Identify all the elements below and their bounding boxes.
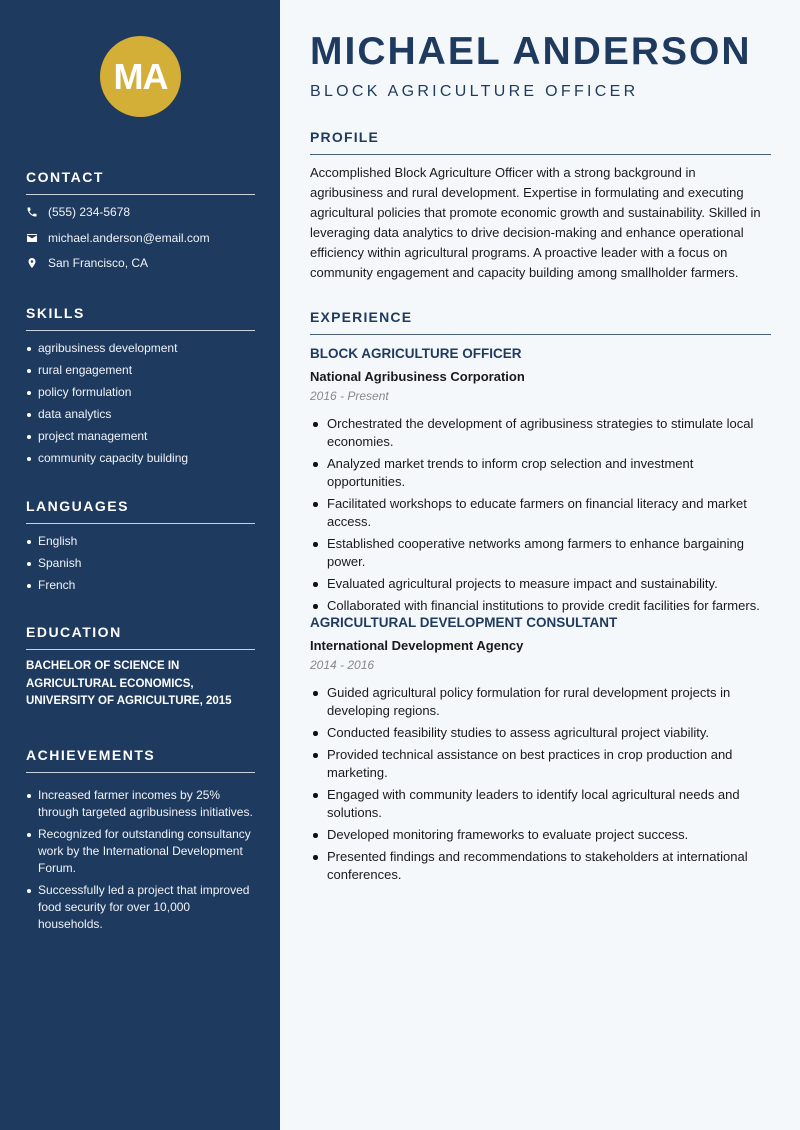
phone-icon <box>26 206 38 218</box>
job-dates: 2014 - 2016 <box>310 658 375 672</box>
avatar: MA <box>100 36 181 117</box>
experience-heading: EXPERIENCE <box>310 309 771 335</box>
job-bullets <box>310 684 771 884</box>
achievement-item: Recognized for outstanding consultancy work by the International Development Forum. <box>26 826 255 877</box>
education-entry: BACHELOR OF SCIENCE IN AGRICULTURAL ECONOMICS, UNIVERSITY OF AGRICULTURE, 2015 <box>26 660 232 707</box>
skill-item: agribusiness development <box>26 337 255 359</box>
job-bullet: Orchestrated the development of agribusiness strategies to stimulate local economies. <box>310 415 771 451</box>
contact-phone <box>26 205 130 219</box>
profile-heading: PROFILE <box>310 129 771 155</box>
job-bullet: Provided technical assistance on best practices in crop production and marketing. <box>310 746 771 782</box>
candidate-name: MICHAEL ANDERSON <box>310 30 752 73</box>
sidebar <box>0 0 280 1130</box>
job-dates: 2016 - Present <box>310 389 389 403</box>
contact-email <box>26 231 210 245</box>
skill-item: policy formulation <box>26 381 255 403</box>
language-item: Spanish <box>26 552 255 574</box>
language-item: English <box>26 530 255 552</box>
job-title: AGRICULTURAL DEVELOPMENT CONSULTANT <box>310 615 618 630</box>
skill-item: data analytics <box>26 403 255 425</box>
job-bullet: Conducted feasibility studies to assess agricultural project viability. <box>310 724 771 742</box>
job-bullet: Guided agricultural policy formulation for rural development projects in developing regions. <box>310 684 771 720</box>
job-bullet: Facilitated workshops to educate farmers on financial literacy and market access. <box>310 495 771 531</box>
job-bullet: Engaged with community leaders to identify local agricultural needs and solutions. <box>310 786 771 822</box>
skills-list <box>26 337 255 469</box>
achievements-list <box>26 787 255 938</box>
job-bullet: Analyzed market trends to inform crop selection and investment opportunities. <box>310 455 771 491</box>
job-entry <box>310 346 771 619</box>
contact-heading: CONTACT <box>26 169 255 195</box>
skill-item: project management <box>26 425 255 447</box>
job-title: BLOCK AGRICULTURE OFFICER <box>310 346 522 361</box>
phone-text: (555) 234-5678 <box>48 205 131 219</box>
email-icon <box>26 232 38 244</box>
location-pin-icon <box>26 257 38 269</box>
language-item: French <box>26 574 255 596</box>
job-bullet: Established cooperative networks among farmers to enhance bargaining power. <box>310 535 771 571</box>
profile-text: Accomplished Block Agriculture Officer with a strong background in agribusiness and rural development. Expertise in formulating and executing agricultural policies that promote economic growth and sustainability. Skilled in leveraging data analytics to drive decision-making and enhance operational efficiency within agricultural programs. A proactive leader with a focus on community engagement and capacity building among smallholder farmers. <box>310 165 761 280</box>
achievement-item: Increased farmer incomes by 25% through targeted agribusiness initiatives. <box>26 787 255 821</box>
job-company: International Development Agency <box>310 638 524 653</box>
job-entry <box>310 615 771 888</box>
candidate-role: BLOCK AGRICULTURE OFFICER <box>310 83 639 100</box>
job-bullet: Presented findings and recommendations to stakeholders at international conferences. <box>310 848 771 884</box>
email-text[interactable]: michael.anderson@email.com <box>48 231 210 245</box>
skills-heading: SKILLS <box>26 305 255 331</box>
skill-item: rural engagement <box>26 359 255 381</box>
education-heading: EDUCATION <box>26 624 255 650</box>
achievements-heading: ACHIEVEMENTS <box>26 747 255 773</box>
languages-heading: LANGUAGES <box>26 498 255 524</box>
skill-item: community capacity building <box>26 447 255 469</box>
job-bullet: Evaluated agricultural projects to measure impact and sustainability. <box>310 575 771 593</box>
job-bullets <box>310 415 771 615</box>
job-company: National Agribusiness Corporation <box>310 369 525 384</box>
location-text: San Francisco, CA <box>48 256 149 270</box>
job-bullet: Collaborated with financial institutions to provide credit facilities for farmers. <box>310 597 771 615</box>
achievement-item: Successfully led a project that improved food security for over 10,000 households. <box>26 882 255 933</box>
contact-location <box>26 256 148 270</box>
job-bullet: Developed monitoring frameworks to evaluate project success. <box>310 826 771 844</box>
languages-list <box>26 530 255 596</box>
